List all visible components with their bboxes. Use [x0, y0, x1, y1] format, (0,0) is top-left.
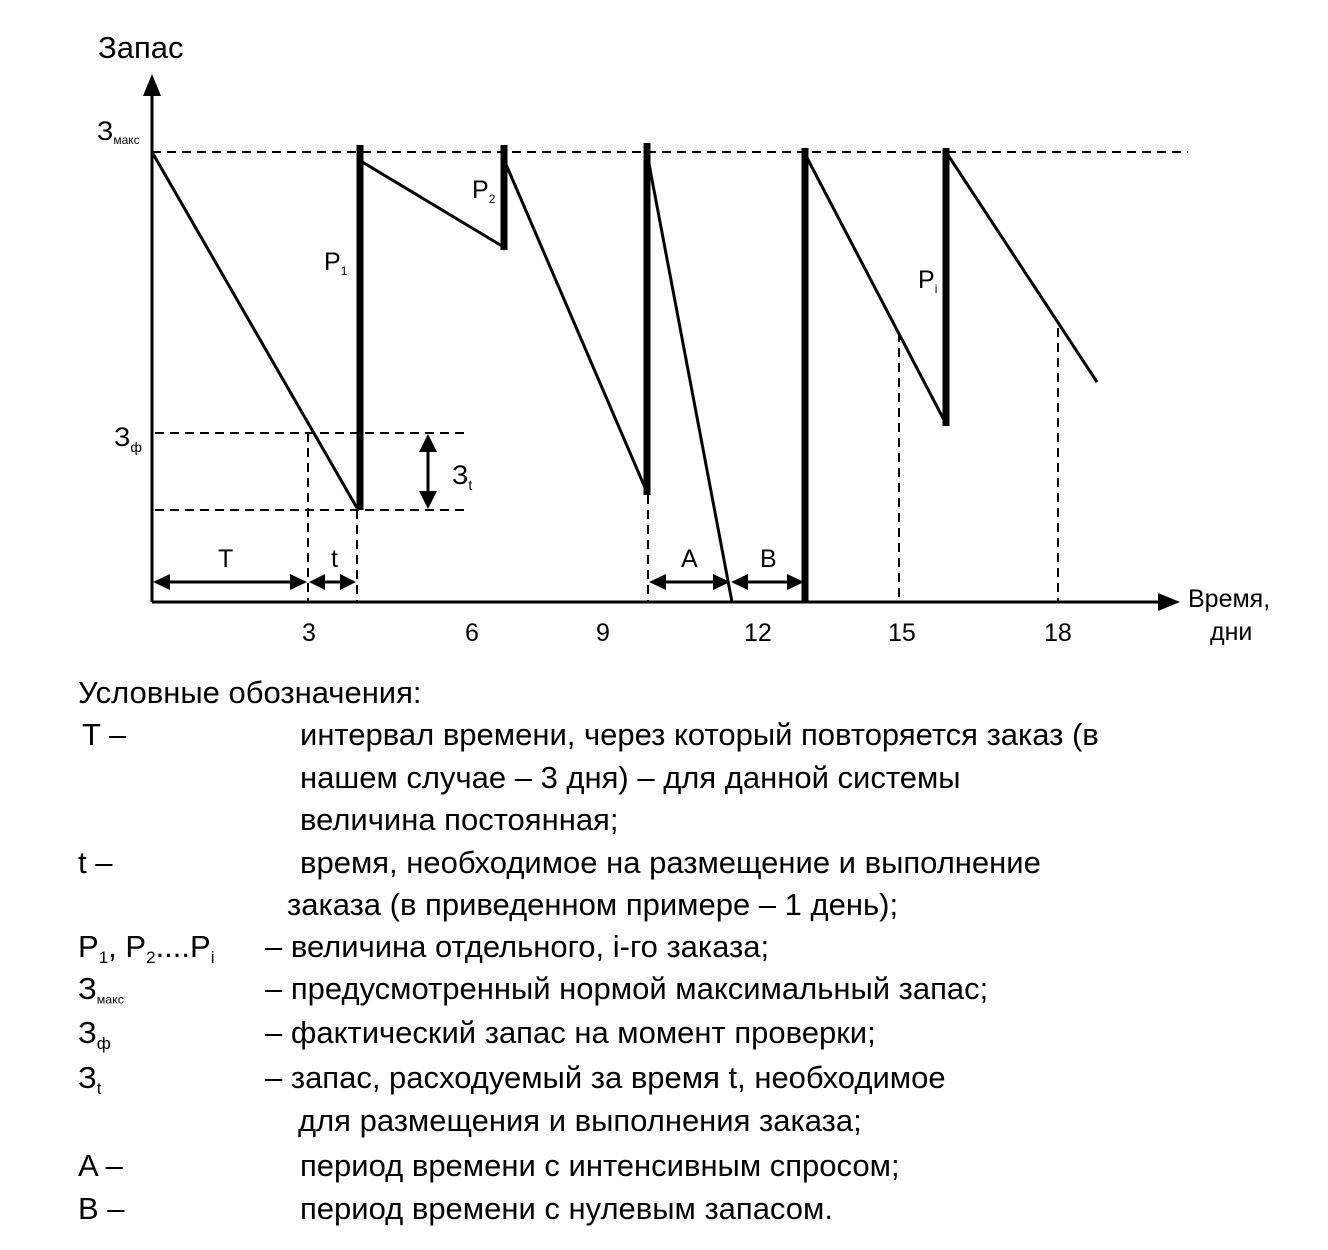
inventory-line	[152, 152, 357, 508]
legend-t-key: t –	[78, 845, 113, 880]
interval-A-label: A	[681, 545, 698, 573]
x-axis-label-line2: дни	[1210, 618, 1253, 646]
legend-T-desc-line3: величина постоянная;	[300, 802, 619, 837]
interval-t-arrowhead-left	[309, 574, 325, 590]
inventory-line	[646, 148, 732, 602]
x-axis-arrowhead	[1158, 593, 1180, 611]
zt-arrowhead-down	[419, 491, 437, 509]
interval-T-label: T	[218, 545, 234, 573]
interval-t-arrowhead-right	[340, 574, 356, 590]
inventory-line	[946, 152, 1097, 382]
interval-B-arrowhead-left	[731, 574, 748, 590]
interval-A-arrowhead-left	[649, 574, 666, 590]
order-label-p1: $P_1$	[324, 248, 348, 278]
inventory-line	[502, 155, 646, 490]
y-axis-arrowhead	[143, 74, 161, 96]
y-axis-label: Запас	[98, 30, 184, 65]
legend-A-key: A –	[78, 1148, 123, 1183]
order-label-pi: $P_i$	[918, 266, 938, 296]
legend-zf-desc: – фактический запас на момент проверки;	[265, 1015, 876, 1050]
legend-zmax-key: $З_{макс}$	[78, 971, 124, 1007]
x-tick-label: 15	[888, 619, 916, 647]
x-tick-label: 18	[1044, 619, 1072, 647]
x-axis-label-line1: Время,	[1188, 585, 1271, 613]
legend-zt-desc-line2: для размещения и выполнения заказа;	[298, 1103, 862, 1138]
order-label-p2: $P_2$	[472, 176, 496, 206]
interval-T-arrowhead-left	[153, 574, 170, 590]
legend-p-desc: – величина отдельного, i-го заказа;	[265, 929, 770, 964]
legend-T-key: T –	[82, 717, 127, 752]
zt-level-label: $З_t$	[452, 460, 473, 493]
interval-t-label: t	[331, 545, 338, 573]
interval-B-label: B	[760, 545, 777, 573]
zf-level-label: $З_ф$	[114, 422, 142, 455]
x-tick-label: 3	[302, 619, 316, 647]
interval-B-arrowhead-right	[787, 574, 804, 590]
zt-arrowhead-up	[419, 434, 437, 452]
legend-zt-desc-line1: – запас, расходуемый за время t, необходимое	[265, 1060, 946, 1095]
legend-T-desc-line1: интервал времени, через который повторяется заказ (в	[300, 717, 1099, 752]
legend-zmax-desc: – предусмотренный нормой максимальный запас;	[265, 971, 989, 1006]
x-tick-label: 6	[465, 619, 479, 647]
x-tick-label: 9	[596, 619, 610, 647]
legend-B-desc: период времени с нулевым запасом.	[300, 1191, 833, 1226]
legend-p-key: $P_1$, $P_2....P_i$	[78, 929, 215, 967]
legend-T-desc-line2: нашем случае – 3 дня) – для данной системы	[300, 760, 961, 795]
zmax-level-label: Змакс	[97, 116, 140, 147]
legend-zf-key: $З_ф$	[78, 1015, 111, 1053]
legend-t-desc-line1: время, необходимое на размещение и выполнение	[300, 845, 1041, 880]
legend-title: Условные обозначения:	[78, 675, 422, 710]
legend-zt-key: $З_t$	[78, 1060, 102, 1098]
legend-t-desc-line2: заказа (в приведенном примере – 1 день);	[287, 887, 899, 922]
x-tick-label: 12	[744, 619, 772, 647]
legend-B-key: B –	[78, 1191, 125, 1226]
interval-T-arrowhead-right	[290, 574, 307, 590]
legend-A-desc: период времени с интенсивным спросом;	[300, 1148, 900, 1183]
